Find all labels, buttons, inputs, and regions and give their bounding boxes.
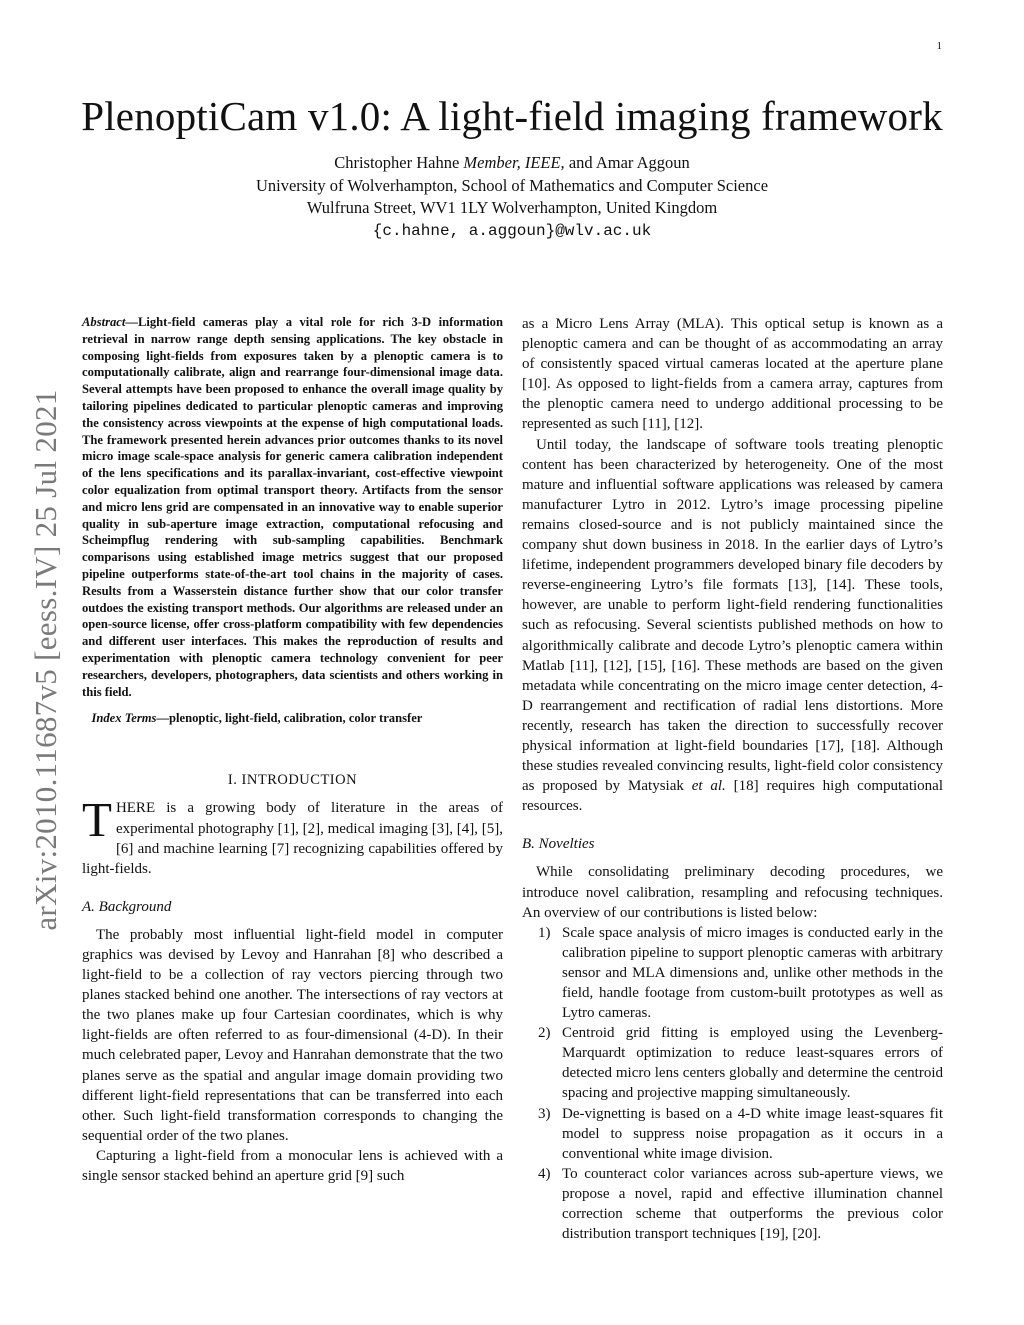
background-paragraph-2: Capturing a light-field from a monocular lens is achieved with a single sensor stacked behind an aperture grid [9] such [82, 1147, 503, 1185]
background-paragraph-1: The probably most influential light-field model in computer graphics was devised by Levoy and Hanrahan [8] who described a light-field to be a collection of ray vectors piercing through two planes stacked behind one another. The intersections of ray vectors at the two planes make up four Cartesian coordinates, which is why light-fields are often referred to as four-dimensional (4-D). In their much celebrated paper, Levoy and Hanrahan demonstrate that the two planes serve as the spatial and angular image domain providing two different light-field representations that can be transferred into each other. Such light-field transformation corresponds to changing the sequential order of the two planes. [82, 926, 503, 1144]
arxiv-identifier: arXiv:2010.11687v5 [eess.IV] 25 Jul 2021 [28, 389, 63, 931]
right-column [522, 314, 943, 1244]
abstract-label: Abstract [82, 315, 126, 329]
novelties-intro: While consolidating preliminary decoding procedures, we introduce novel calibration, resampling and refocusing techniques. An overview of our contributions is listed below: [522, 864, 943, 921]
introduction-text: HERE is a growing body of literature in the areas of experimental photography [1], [2], medical imaging [3], [4], [5], [6] and machine learning [7] recognizing capabilities offered by light-fields. [82, 800, 503, 877]
list-number: 4) [538, 1165, 551, 1182]
list-item [522, 1023, 943, 1103]
list-item [522, 1104, 943, 1164]
index-terms-text: —plenoptic, light-field, calibration, color transfer [156, 711, 423, 726]
list-number: 3) [538, 1105, 551, 1122]
list-item [522, 923, 943, 1023]
right-paragraph-1: as a Micro Lens Array (MLA). This optical setup is known as a plenoptic camera and can be thought of as accommodating an array of consistently spaced virtual cameras located at the aperture plane [10]. As opposed to light-fields from a camera array, captures from the plenoptic camera need to undergo additional processing to be represented as such [11], [12]. [522, 316, 943, 433]
author-name: Christopher Hahne [334, 153, 460, 172]
left-column [82, 314, 503, 1186]
drop-cap: T [82, 792, 112, 848]
list-text: De-vignetting is based on a 4-D white image least-squares fit model to suppress noise propagation as it occurs in a conventional white image division. [562, 1105, 943, 1162]
page-number: 1 [936, 40, 942, 52]
author-membership: Member, IEEE, [463, 153, 565, 172]
list-text: To counteract color variances across sub-aperture views, we propose a novel, rapid and effective illumination channel correction scheme that outperforms the previous color distribution transport techniques [19], [20]. [562, 1165, 943, 1243]
paragraph-text: Until today, the landscape of software tools treating plenoptic content has been characterized by heterogeneity. One of the most mature and influential software applications was released by camera manufacturer Lytro in 2012. Lytro’s image processing pipeline remains closed-source and is not publicly maintained since the company shut down business in 2018. In the earlier days of Lytro’s lifetime, independent programmers developed binary file decoders by reverse-engineering Lytro’s file formats [13], [14]. These tools, however, are unable to perform light-field rendering functionalities such as refocusing. Several scientists published methods on how to algorithmically calibrate and decode Lytro’s plenoptic camera within Matlab [11], [12], [15], [16]. These methods are based on the given metadata while concentrating on the micro image center detection, 4-D rearrangement and rectification of radial lens distortions. More recently, research has taken the direction to successfully recover physical information at light-field boundaries [17], [18]. Although these studies revealed convincing results, light-field color consistency as proposed by Matysiak [522, 436, 943, 795]
address: Wulfruna Street, WV1 1LY Wolverhampton, United Kingdom [306, 198, 718, 217]
right-paragraph-2 [522, 435, 943, 817]
email: {c.hahne, a.aggoun}@wlv.ac.uk [372, 221, 652, 240]
list-item [522, 1164, 943, 1244]
section-title-rest: NTRODUCTION [246, 772, 358, 789]
list-text: Scale space analysis of micro images is conducted early in the calibration pipeline to support plenoptic cameras with arbitrary sensor and MLA dimensions and, unlike other methods in the field, handle footage from custom-built prototypes as well as Lytro cameras. [562, 924, 943, 1022]
section-numeral: I. [227, 772, 238, 789]
paragraph-text-end: [18] requires high computational resources. [522, 778, 943, 815]
paper-title: PlenoptiCam v1.0: A light-field imaging framework [81, 93, 943, 139]
list-number: 1) [538, 924, 551, 941]
affiliation: University of Wolverhampton, School of Mathematics and Computer Science [255, 175, 769, 195]
author-block [0, 152, 1024, 242]
et-al-italic: et al. [691, 778, 726, 795]
list-text: Centroid grid fitting is employed using the Levenberg-Marquardt optimization to reduce least-squares errors of detected micro lens centers globally and determine the centroid spacing and projective mapping simultaneously. [562, 1025, 943, 1102]
coauthor: and Amar Aggoun [568, 153, 690, 172]
section-title-initial: I [241, 772, 247, 789]
introduction-paragraph [82, 792, 503, 878]
novelties-list [522, 923, 943, 1245]
subsection-heading-background: A. Background [82, 898, 172, 915]
list-number: 2) [538, 1025, 551, 1042]
index-terms-label: Index Terms [91, 711, 157, 726]
index-terms [82, 710, 503, 727]
subsection-heading-novelties: B. Novelties [522, 836, 595, 853]
abstract-text: —Light-field cameras play a vital role for rich 3-D information retrieval in narrow range depth sensing applications. The key obstacle in composing light-fields from exposures taken by a plenoptic camera is to computationally calibrate, align and rearrange four-dimensional image data. Several attempts have been proposed to enhance the overall image quality by tailoring pipelines dedicated to particular plenoptic cameras and improving the consistency across viewpoints at the expense of high computational loads. The framework presented herein advances prior outcomes thanks to its novel micro image scale-space analysis for generic camera calibration independent of the lens specifications and its parallax-invariant, cost-effective viewpoint color equalization from optimal transport theory. Artifacts from the sensor and micro lens grid are compensated in an innovative way to enable superior quality in sub-aperture image extraction, computational refocusing and Scheimpflug rendering with sub-sampling capabilities. Benchmark comparisons using established image metrics suggest that our proposed pipeline outperforms state-of-the-art tool chains in the majority of cases. Results from a Wasserstein distance further show that our color transfer outdoes the existing transport methods. Our algorithms are released under an open-source license, offer cross-platform compatibility with few dependencies and different user interfaces. This makes the reproduction of results and experimentation with plenoptic camera technology convenient for peer researchers, developers, photographers, data scientists and others working in this field. [82, 315, 503, 699]
section-heading-introduction [82, 770, 503, 790]
author-line [0, 152, 1024, 175]
abstract [82, 314, 503, 700]
